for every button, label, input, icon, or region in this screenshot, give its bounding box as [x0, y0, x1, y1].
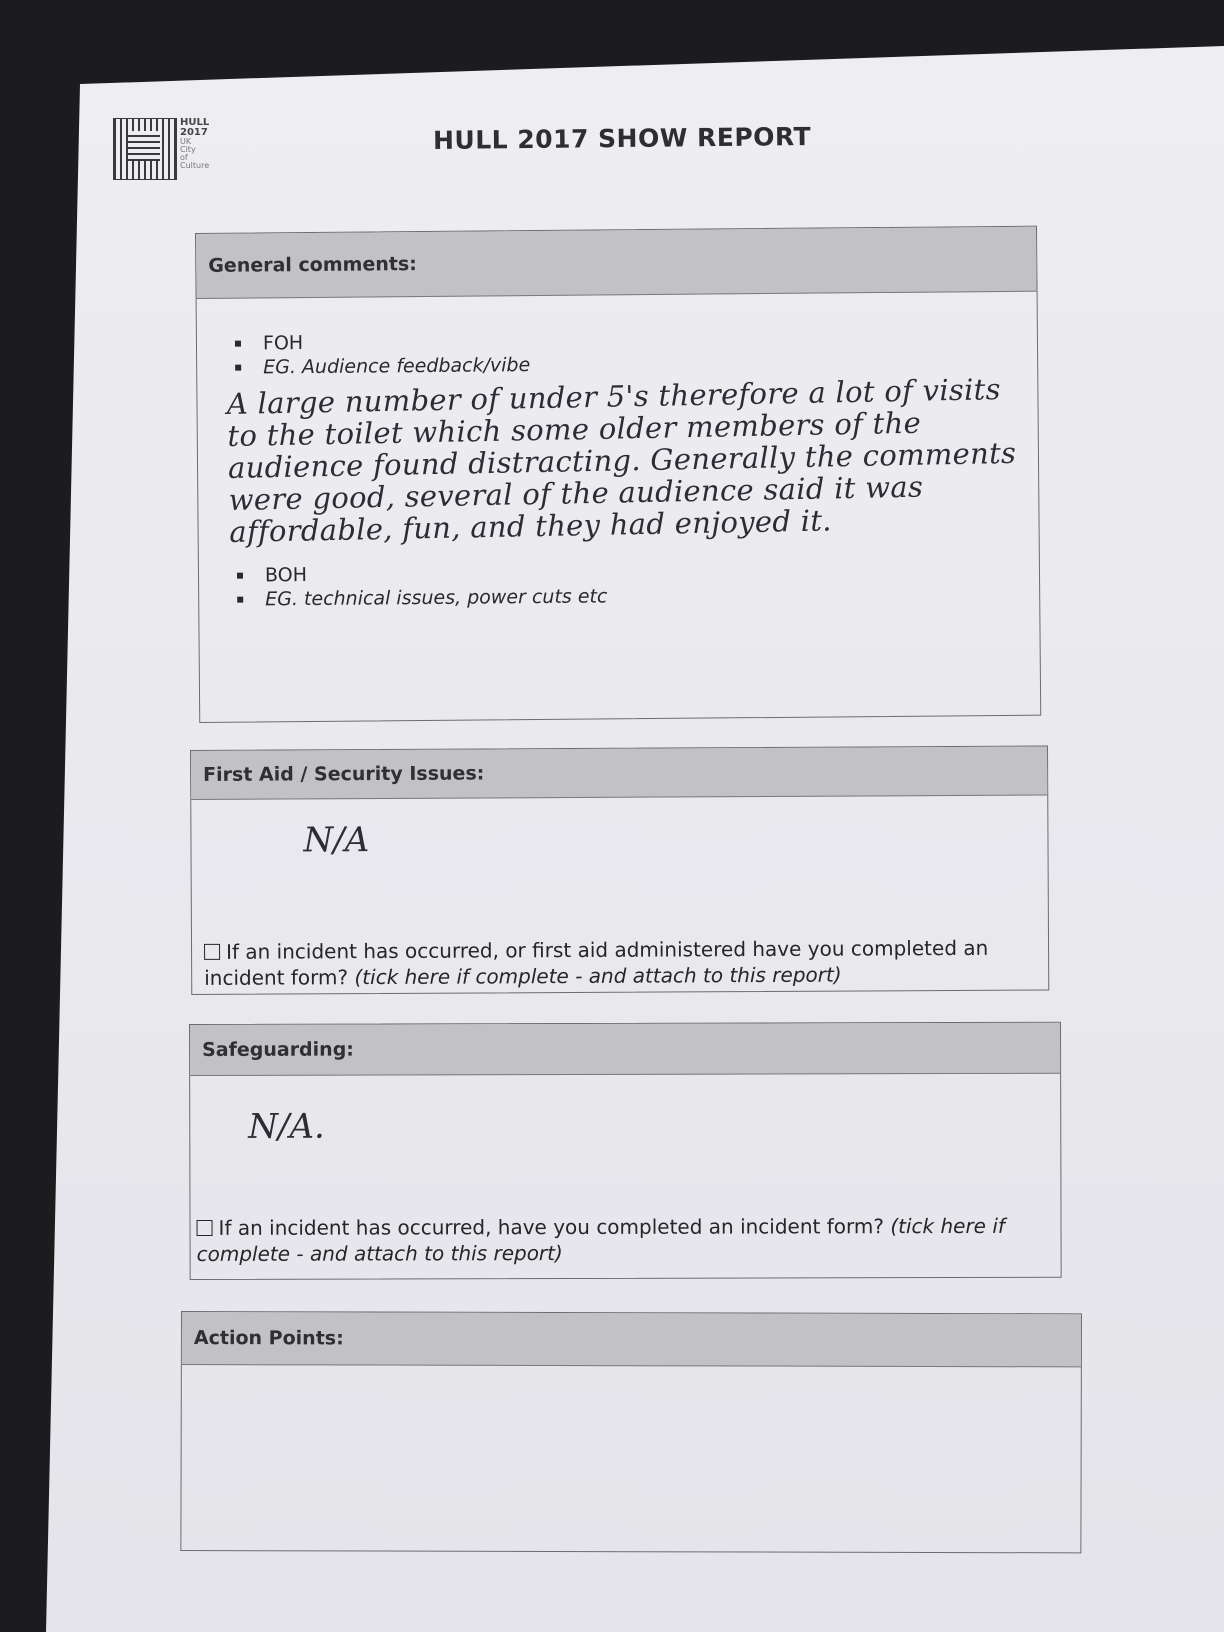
- general-comments-heading: General comments:: [196, 227, 1037, 299]
- list-item: FOH: [235, 325, 1005, 356]
- report-title: HULL 2017 SHOW REPORT: [432, 122, 812, 155]
- first-aid-section: [190, 746, 1049, 995]
- incident-form-checkbox[interactable]: [204, 944, 220, 960]
- bullet-icon: [235, 341, 241, 347]
- safeguarding-heading: Safeguarding:: [190, 1023, 1060, 1076]
- logo-mark-icon: [113, 118, 177, 180]
- foh-bullets: [235, 325, 1005, 380]
- list-item: BOH: [237, 557, 1007, 588]
- list-item: EG. Audience feedback/vibe: [235, 349, 1005, 380]
- hull-2017-logo: [113, 118, 228, 180]
- boh-bullets: [237, 557, 1007, 612]
- incident-form-check: If an incident has occurred, or first aid administered have you completed an incident form? (tick here if complete - and attach to this report): [204, 935, 989, 990]
- safeguarding-incident-check: If an incident has occurred, have you completed an incident form? (tick here if complete - and attach to this report): [196, 1213, 1005, 1266]
- handwritten-na: N/A: [303, 820, 370, 861]
- bullet-icon: [235, 365, 241, 371]
- first-aid-heading: First Aid / Security Issues:: [191, 747, 1047, 800]
- list-item: EG. technical issues, power cuts etc: [237, 581, 1007, 612]
- safeguarding-section: [189, 1022, 1062, 1280]
- action-points-section: [180, 1311, 1082, 1553]
- handwritten-na: N/A.: [248, 1106, 325, 1147]
- logo-wordmark: HULL 2017 UK City of Culture: [180, 117, 210, 170]
- general-comments-section: [195, 226, 1041, 723]
- safeguarding-checkbox[interactable]: [197, 1220, 213, 1236]
- bullet-icon: [237, 597, 243, 603]
- handwritten-comments: A large number of under 5's therefore a lot of visits to the toilet which some older members of the audience found distracting. Generally the comments were good, several of the audience said it was affordable, fun, and they had enjoyed it.: [226, 372, 1017, 549]
- bullet-icon: [237, 573, 243, 579]
- action-points-heading: Action Points:: [182, 1312, 1081, 1367]
